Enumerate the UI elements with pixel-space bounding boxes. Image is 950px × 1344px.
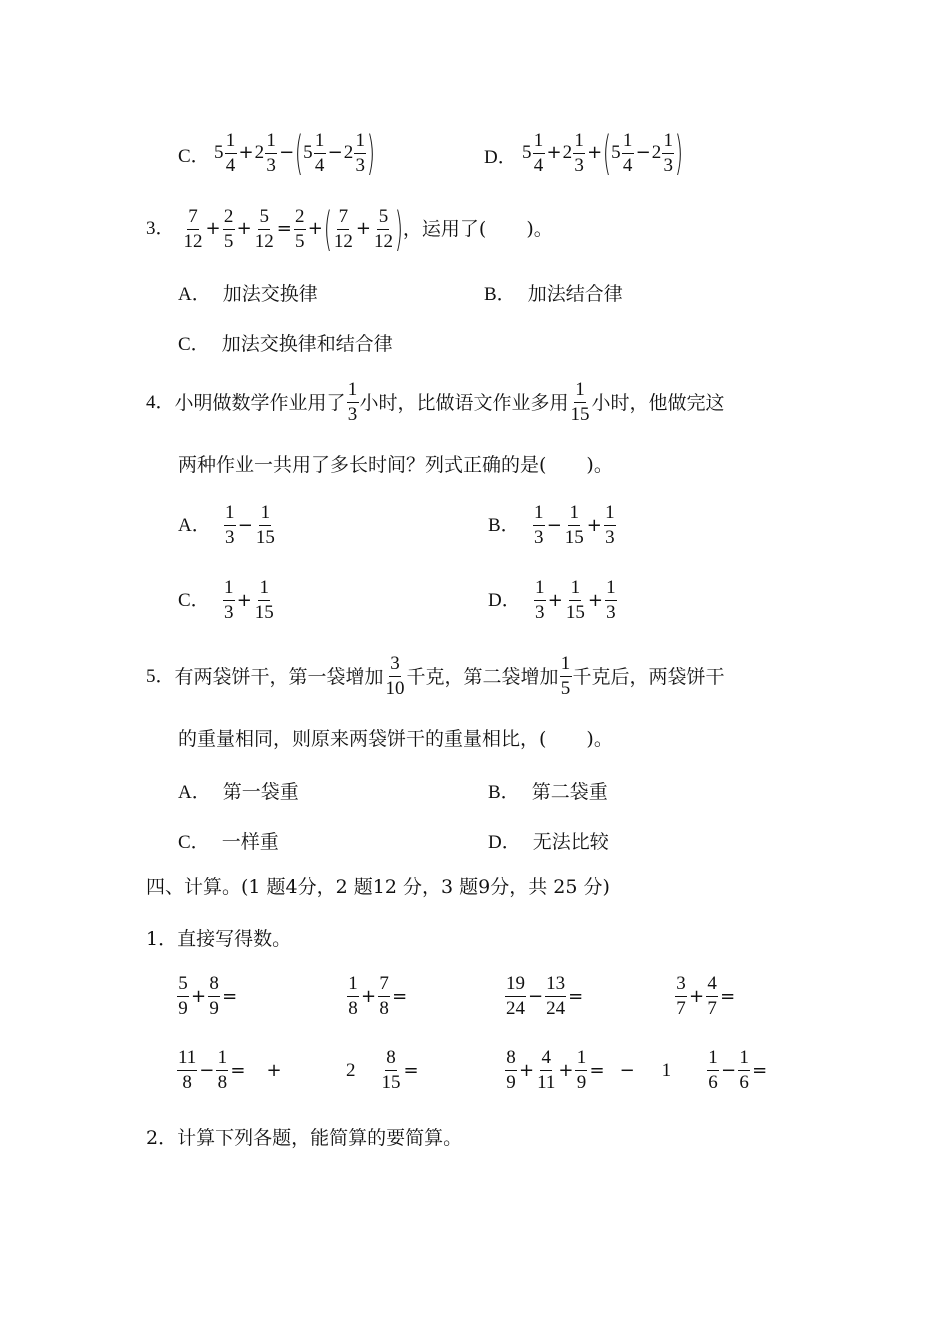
option-text: 无法比较 [532,831,609,853]
section-4-title: 四、计算。(1 题4分，2 题12 分，3 题9分，共 25 分) [146,876,610,898]
option-text: 加法结合律 [527,283,623,305]
q3-option-b[interactable] [484,279,623,306]
q4-option-a[interactable]: A． $\frac{1}{3}$ − $\frac{1}{15}$ [178,502,275,548]
q5-option-c[interactable] [178,827,279,854]
q2-option-d[interactable] [484,146,517,169]
question-text: 小明做数学作业用了 [174,391,346,414]
option-text: 加法交换律 [222,283,318,305]
section-4-q1: 1．直接写得数。 [146,928,292,950]
question-text: 千克后，两袋饼干 [572,665,725,688]
calc-2-2: 2 $\frac{8}{15}$ = [346,1047,419,1093]
calc-2-1: $\frac{11}{8}$ − $\frac{1}{8}$ = + [178,1047,282,1093]
q4-option-c[interactable]: C． $\frac{1}{3}$ + $\frac{1}{15}$ [178,577,274,623]
option-label: A． [178,514,211,536]
question-5: 5． 有两袋饼干，第一袋增加 $\frac{3}{10}$ 千克，第二袋增加 $\frac{1}{5}$ 千克后，两袋饼干 [146,653,725,699]
question-3: 3． $\frac{7}{12}$ + $\frac{2}{5}$ + $\frac{5}{12}$ = $\frac{2}{5}$ + ( $\frac{7}{12}$ + $\frac{5}{12}$ ) ，运用了( )。 [146,202,553,256]
calc-1-1: $\frac{5}{9}$ + $\frac{8}{9}$ = [178,973,238,1019]
question-text-end: )。 [586,728,613,750]
question-text: 两种作业一共用了多长时间？列式正确的是( [178,454,547,476]
option-label: C． [178,832,210,853]
option-label: C． [178,146,210,167]
q5-option-b[interactable] [488,777,608,804]
option-label: D． [488,589,521,611]
question-text: 小时，他做完这 [591,391,725,414]
q2-option-d-expression: 5 $\frac{1}{4}$ + 2 $\frac{1}{3}$ + ( 5 $\frac{1}{4}$ − 2 $\frac{1}{3}$ ) [522,126,684,180]
q5-option-a[interactable] [178,777,299,804]
question-text: 千克，第二袋增加 [406,665,559,688]
question-text: ，运用了( [402,218,487,240]
option-text: 一样重 [221,831,279,853]
q5-option-d[interactable] [488,827,609,854]
option-label: C． [178,589,210,611]
calc-1-4: $\frac{3}{7}$ + $\frac{4}{7}$ = [676,973,736,1019]
question-4-line-2 [178,454,613,476]
option-label: D． [484,147,517,168]
q4-option-d[interactable]: D． $\frac{1}{3}$ + $\frac{1}{15}$ + $\frac{1}{3}$ [488,577,616,623]
question-5-line-2 [178,728,613,750]
section-4-q2: 2．计算下列各题，能简算的要简算。 [146,1127,463,1149]
minus-sign: − [619,1059,635,1081]
q4-option-b[interactable]: B． $\frac{1}{3}$ − $\frac{1}{15}$ + $\frac{1}{3}$ [488,502,615,548]
option-text: 第一袋重 [222,781,299,803]
question-number: 3． [146,218,175,239]
option-label: A． [178,782,211,803]
option-label: C． [178,334,210,355]
q3-option-c[interactable] [178,329,393,356]
option-label: B． [488,514,520,536]
question-number: 5． [146,665,175,687]
q2-option-c-expression: 5 $\frac{1}{4}$ + 2 $\frac{1}{3}$ − ( 5 $\frac{1}{4}$ − 2 $\frac{1}{3}$ ) [214,126,376,180]
question-number: 4． [146,391,175,413]
option-text: 加法交换律和结合律 [221,333,393,355]
option-text: 第二袋重 [531,781,608,803]
calc-1-3: $\frac{19}{24}$ − $\frac{13}{24}$ = [506,973,584,1019]
option-label: A． [178,284,211,305]
question-text-end: )。 [526,218,553,240]
question-text: 有两袋饼干，第一袋增加 [174,665,384,688]
question-text: 小时，比做语文作业多用 [359,391,569,414]
whole-number: 2 [346,1059,356,1081]
q3-option-a[interactable] [178,279,318,306]
calc-2-4: $\frac{1}{6}$ − $\frac{1}{6}$ = [708,1047,768,1093]
question-text-end: )。 [586,454,613,476]
option-label: B． [484,284,516,305]
question-text: 的重量相同，则原来两袋饼干的重量相比，( [178,728,547,750]
question-4: 4． 小明做数学作业用了 $\frac{1}{3}$ 小时，比做语文作业多用 $\frac{1}{15}$ 小时，他做完这 [146,379,725,425]
whole-number: 1 [661,1059,672,1081]
option-label: B． [488,782,520,803]
calc-2-3: $\frac{8}{9}$ + $\frac{4}{11}$ + $\frac{1}{9}$ = − 1 [506,1047,672,1093]
calc-1-2: $\frac{1}{8}$ + $\frac{7}{8}$ = [348,973,408,1019]
option-label: D． [488,832,521,853]
plus-sign: + [266,1059,282,1081]
